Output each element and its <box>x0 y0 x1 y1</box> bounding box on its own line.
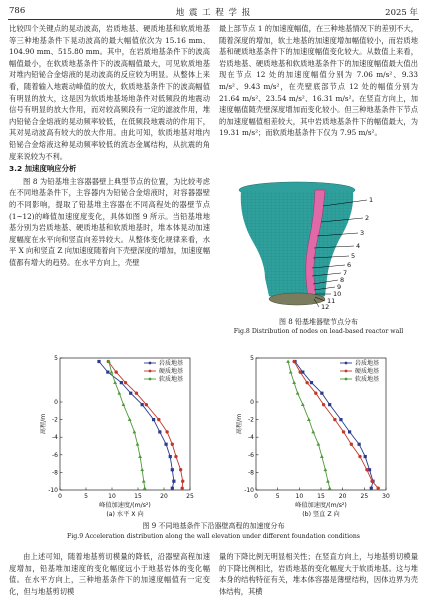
data-point <box>292 381 296 384</box>
legend-marker <box>149 362 152 365</box>
data-point <box>143 486 147 489</box>
publication-year: 2025 年 <box>385 8 418 18</box>
node-label-8: 8 <box>340 276 345 284</box>
data-point <box>299 370 302 373</box>
x-tick-label: 25 <box>186 493 194 500</box>
x-tick-label: 25 <box>360 493 369 500</box>
bottom-left-paragraph: 由上述可知，随着地基剪切模量的降低，沿器壁高程加速度增加，铅基堆加速度的变化幅度远小于地基岩体的变化幅值。在水平方向上，三种地基条件下的加速度幅值有一定变化，但与地基剪切模 <box>9 552 210 596</box>
y-tick-label: 5 <box>54 355 58 362</box>
data-point <box>296 391 300 394</box>
figure-8 <box>219 178 418 318</box>
y-tick-label: -10 <box>244 487 254 494</box>
y-tick-label: 0 <box>250 399 254 406</box>
data-point <box>145 403 148 406</box>
data-point <box>348 430 351 433</box>
node-label-4: 4 <box>356 242 361 250</box>
series-line-3 <box>109 362 145 489</box>
data-point <box>135 392 138 395</box>
series-line-3 <box>288 362 330 489</box>
legend-label: 硬质地基 <box>159 368 184 375</box>
bottom-left-column <box>9 551 210 597</box>
x-tick-label: 20 <box>338 493 347 500</box>
x-axis-label: 峰值加速度/(m/s²) <box>99 502 151 509</box>
data-point <box>310 381 313 384</box>
data-point <box>164 443 167 446</box>
data-point <box>314 392 317 395</box>
legend-marker <box>345 378 348 381</box>
data-point <box>129 392 132 395</box>
data-point <box>120 381 123 384</box>
chart-vertical-z <box>236 352 406 517</box>
node-label-9: 9 <box>337 283 342 291</box>
data-point <box>152 418 155 421</box>
data-point <box>289 370 293 373</box>
data-point <box>320 455 324 458</box>
data-point <box>110 370 114 373</box>
node-label-3: 3 <box>360 229 365 237</box>
data-point <box>307 418 311 421</box>
x-tick-label: 5 <box>275 493 280 500</box>
x-tick-label: 0 <box>58 493 62 500</box>
data-point <box>128 418 132 421</box>
data-point <box>171 443 174 446</box>
x-tick-label: 10 <box>295 493 304 500</box>
y-tick-label: -6 <box>248 451 254 459</box>
data-point <box>181 487 184 490</box>
x-tick-label: 0 <box>254 493 258 500</box>
right-paragraph-1: 最上部节点 1 的加速度幅值，在三种地基情况下的差别不大，随着深度的增加，软土地基的加速度增加幅值较小，而岩质地基和硬质地基条件下的加速度幅值变化较大。从数值上来看，岩质地基、硬质地基和软质地基条件下的加速度幅值最大值出现在节点 12 处的加速度幅值分别为 7.06 m/s²、9.33 m/s²、9.43 m/s²，在壳壁底部节点 12 处的幅值分别为 21.64 m/s²、23.54 m/s²、16.31 m/s²。在竖直方向上，加速度幅值随壳壁深度增加而变化较小。但三种地基条件下节点的加速度幅值相差较大，其中岩质地基条件下的幅值最大，为 19.31 m/s²；而软质地基条件下仅为 7.95 m/s²。 <box>219 24 418 138</box>
figure-8-caption-en: Fig.8 Distribution of nodes on lead-based reactor wall <box>233 328 404 335</box>
bottom-right-paragraph: 量的下降比例无明显相关性；在竖直方向上，与地基剪切模量的下降比例相比，岩质地基的变化幅度大于软质地基。这与堆本身的结构特征有关，堆本体容器是薄壁结构，因体边界为壳体结构，其横 <box>219 552 418 596</box>
legend-label: 软质地基 <box>159 376 184 383</box>
data-point <box>181 480 184 483</box>
legend-marker <box>345 370 348 373</box>
data-point <box>97 360 100 363</box>
chart-subtitle: (a) 水平 X 向 <box>106 511 144 517</box>
data-point <box>292 360 295 363</box>
data-point <box>132 430 136 433</box>
legend-label: 岩质地基 <box>159 360 184 367</box>
data-point <box>350 443 353 446</box>
y-tick-label: -4 <box>52 434 58 442</box>
data-point <box>169 455 172 458</box>
data-point <box>365 468 368 471</box>
data-point <box>158 430 161 433</box>
node-label-7: 7 <box>343 269 348 277</box>
data-point <box>141 403 144 406</box>
y-tick-label: -8 <box>248 469 254 477</box>
node-label-2: 2 <box>365 214 370 222</box>
node-label-5: 5 <box>351 252 356 260</box>
data-point <box>323 468 327 471</box>
data-point <box>328 486 332 489</box>
data-point <box>171 468 174 471</box>
data-point <box>305 381 308 384</box>
data-point <box>122 403 126 406</box>
data-point <box>114 370 117 373</box>
right-column <box>219 23 418 139</box>
data-point <box>377 487 380 490</box>
journal-title: 地 震 工 程 学 报 <box>175 8 252 18</box>
y-tick-label: 0 <box>54 399 58 406</box>
data-point <box>142 479 146 482</box>
data-point <box>339 418 342 421</box>
figure-9-caption-en: Fig.9 Acceleration distribution along the wall elevation under different foundation conditions <box>67 533 360 540</box>
data-point <box>172 480 175 483</box>
y-axis-label: 高程/m <box>236 413 243 435</box>
data-point <box>174 455 177 458</box>
x-tick-label: 15 <box>317 493 325 500</box>
data-point <box>301 403 305 406</box>
data-point <box>165 430 168 433</box>
figure-8-caption: 图 8 铅基堆器壁节点分布 <box>279 318 358 326</box>
section-heading: 3.2 加速度响应分析 <box>9 164 77 174</box>
legend-marker <box>149 378 152 381</box>
y-tick-label: -6 <box>52 451 58 459</box>
data-point <box>342 430 345 433</box>
page-number: 786 <box>9 6 26 16</box>
y-tick-label: -10 <box>48 487 58 494</box>
x-tick-label: 20 <box>160 493 168 500</box>
y-tick-label: -8 <box>52 469 58 477</box>
reactor-mesh-figure <box>219 178 418 318</box>
chart-9b-container <box>236 352 406 517</box>
chart-9a-container <box>40 352 210 517</box>
node-label-11: 11 <box>327 297 336 305</box>
left-paragraph-2: 图 8 为铅基堆主容器器壁上典型节点的位置，为比较考虑在不同地基条件下，主容器内为铅铋合金熔液时，对容器器壁的不同影响，提取了铅基堆主容器在不同高程处的器壁节点(1~12)的峰值加速度度变化，具体如图 9 所示。当铅基堆地基分别为岩质地基、硬质地基和软质地基时，堆本体晃动加速度幅度在水平向和竖直向差异较大。从整体变化规律来看，水平 X 向和竖直 Z 向加速度随着向下壳壁深度的增加，加速度幅值都有增大的趋势。在水平方向上，壳壁 <box>9 176 210 267</box>
data-point <box>136 442 140 445</box>
node-label-10: 10 <box>333 290 342 298</box>
legend-marker <box>345 362 348 365</box>
data-point <box>179 468 182 471</box>
left-column <box>9 23 210 268</box>
data-point <box>320 392 323 395</box>
legend-marker <box>149 370 152 373</box>
data-point <box>370 487 373 490</box>
data-point <box>106 370 109 373</box>
header-rule <box>8 19 419 20</box>
y-tick-label: -2 <box>248 416 254 424</box>
data-point <box>140 468 144 471</box>
node-label-1: 1 <box>369 196 374 204</box>
y-tick-label: 5 <box>250 355 254 362</box>
data-point <box>311 430 315 433</box>
y-tick-label: -4 <box>248 434 254 442</box>
data-point <box>333 418 336 421</box>
data-point <box>113 381 117 384</box>
left-paragraph-1: 比较四个关键点的晃动波高，岩质地基、硬质地基和软质地基等三种地基条件下晃动波高的最大幅值依次为 15.16 mm、104.90 mm、515.80 mm。其中，在岩质地基条件下的波高幅值最小，在软质地基条件下的波高幅值最大，可见软质地基对堆内铅铋合金熔液的晃动波高的反应较为明显。从整体上来看，随着输入地震动峰值的放大，软质地基条件下的波高幅值有明显的放大，这是因为软质地基场地条件对低频段的地震动信号有明显的放大作用，而对较高频段有一定的滤波作用，堆内铅铋合金熔液的晃动频率较低，在低频段地震动的作用下，其对晃动波高有较大的放大作用。由此可知，软质地基对堆内铅铋合金熔液这种晃动频率较低的流态金属结构，从抗震的角度来说较为不利。 <box>9 24 210 161</box>
legend-label: 硬质地基 <box>355 368 380 375</box>
data-point <box>358 455 361 458</box>
y-axis-label: 高程/m <box>40 413 47 435</box>
chart-subtitle: (b) 竖直 Z 向 <box>302 511 340 517</box>
x-tick-label: 10 <box>108 493 116 500</box>
data-point <box>364 455 367 458</box>
y-tick-label: -2 <box>52 416 58 424</box>
data-point <box>157 418 160 421</box>
node-label-12: 12 <box>321 303 330 311</box>
data-point <box>138 455 142 458</box>
x-tick-label: 5 <box>84 493 88 500</box>
legend-label: 软质地基 <box>355 376 380 383</box>
data-point <box>286 360 290 363</box>
data-point <box>171 487 174 490</box>
data-point <box>117 391 121 394</box>
node-label-6: 6 <box>347 261 352 269</box>
data-point <box>370 480 373 483</box>
legend-label: 岩质地基 <box>355 360 380 367</box>
data-point <box>328 403 331 406</box>
data-point <box>358 443 361 446</box>
chart-horizontal-x <box>40 352 210 517</box>
x-tick-label: 15 <box>134 493 142 500</box>
figure-9-caption: 图 9 不同地基条件下沿器壁高程的加速度分布 <box>142 522 285 530</box>
data-point <box>322 403 325 406</box>
x-tick-label: 30 <box>382 493 390 500</box>
data-point <box>317 442 321 445</box>
bottom-right-column <box>219 551 418 597</box>
data-point <box>326 479 330 482</box>
data-point <box>124 381 127 384</box>
x-axis-label: 峰值加速度/(m/s²) <box>295 502 347 509</box>
